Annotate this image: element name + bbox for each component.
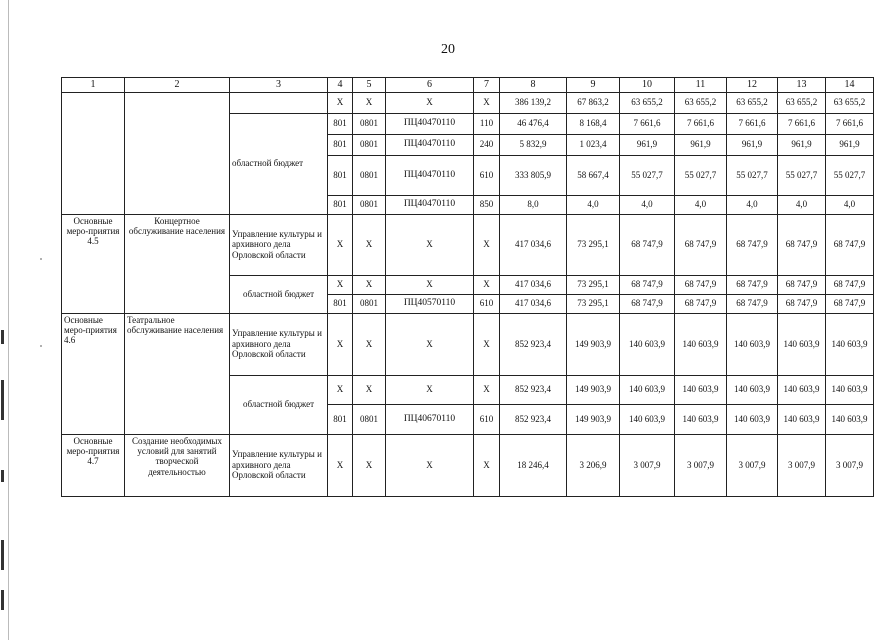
- table-cell: 140 603,9: [675, 404, 727, 434]
- table-cell: ПЦ40470110: [386, 155, 474, 195]
- table-cell: 149 903,9: [567, 404, 620, 434]
- table-cell: X: [386, 375, 474, 404]
- table-cell: 63 655,2: [727, 92, 778, 113]
- table-cell: 140 603,9: [826, 375, 874, 404]
- table-cell: 67 863,2: [567, 92, 620, 113]
- column-header: 8: [500, 78, 567, 93]
- table-cell: 140 603,9: [826, 404, 874, 434]
- table-cell: 0801: [353, 195, 386, 214]
- table-cell: 610: [474, 294, 500, 313]
- table-cell: 63 655,2: [620, 92, 675, 113]
- table-cell: X: [474, 434, 500, 496]
- table-cell: 852 923,4: [500, 375, 567, 404]
- table-cell: X: [353, 313, 386, 375]
- column-header: 14: [826, 78, 874, 93]
- table-cell: 110: [474, 113, 500, 134]
- page-number: 20: [441, 42, 455, 57]
- table-cell: X: [328, 375, 353, 404]
- table-cell: 140 603,9: [778, 375, 826, 404]
- table-cell: 3 007,9: [675, 434, 727, 496]
- table-cell: 68 747,9: [620, 294, 675, 313]
- column-header: 9: [567, 78, 620, 93]
- table-cell: 852 923,4: [500, 313, 567, 375]
- column-header: 1: [62, 78, 125, 93]
- table-cell: 7 661,6: [778, 113, 826, 134]
- table-cell: Управление культуры и архивного дела Орловской области: [230, 434, 328, 496]
- table-cell: 4,0: [567, 195, 620, 214]
- table-cell: 140 603,9: [778, 404, 826, 434]
- table-cell: 7 661,6: [826, 113, 874, 134]
- table-cell: 68 747,9: [727, 294, 778, 313]
- table-cell: 55 027,7: [826, 155, 874, 195]
- table-cell: 417 034,6: [500, 275, 567, 294]
- table-cell: ПЦ40570110: [386, 294, 474, 313]
- table-cell: 140 603,9: [727, 404, 778, 434]
- table-cell: X: [386, 214, 474, 275]
- table-cell: X: [353, 375, 386, 404]
- table-cell: 140 603,9: [675, 313, 727, 375]
- table-cell: 73 295,1: [567, 294, 620, 313]
- table-cell: X: [328, 214, 353, 275]
- column-header: 11: [675, 78, 727, 93]
- table-cell: 801: [328, 195, 353, 214]
- table-cell: 4,0: [826, 195, 874, 214]
- table-cell: 801: [328, 134, 353, 155]
- table-row: [62, 214, 874, 275]
- table-cell: 3 206,9: [567, 434, 620, 496]
- table-cell: 140 603,9: [620, 313, 675, 375]
- table-cell: 18 246,4: [500, 434, 567, 496]
- scan-margin-mark: [1, 590, 4, 610]
- table-cell: 68 747,9: [620, 214, 675, 275]
- table-cell: Театральное обслуживание населения: [125, 313, 230, 434]
- scan-dust-dot: [40, 345, 42, 347]
- table-cell: X: [328, 275, 353, 294]
- column-header: 10: [620, 78, 675, 93]
- table-cell: 852 923,4: [500, 404, 567, 434]
- table-cell: X: [386, 92, 474, 113]
- table-cell: [230, 92, 328, 113]
- table-cell: 140 603,9: [675, 375, 727, 404]
- table-cell: 55 027,7: [620, 155, 675, 195]
- budget-table: [61, 77, 874, 497]
- table-cell: 7 661,6: [620, 113, 675, 134]
- table-cell: 961,9: [826, 134, 874, 155]
- table-cell: X: [474, 313, 500, 375]
- table-cell: 0801: [353, 134, 386, 155]
- table-cell: X: [328, 92, 353, 113]
- table-cell: 417 034,6: [500, 214, 567, 275]
- table-cell: 417 034,6: [500, 294, 567, 313]
- table-cell: X: [353, 434, 386, 496]
- table-cell: Концертное обслуживание населения: [125, 214, 230, 313]
- table-cell: 140 603,9: [620, 404, 675, 434]
- table-cell: 63 655,2: [826, 92, 874, 113]
- table-cell: ПЦ40470110: [386, 134, 474, 155]
- table-cell: 801: [328, 113, 353, 134]
- table-cell: ПЦ40470110: [386, 195, 474, 214]
- table-cell: 68 747,9: [826, 214, 874, 275]
- table-cell: ПЦ40670110: [386, 404, 474, 434]
- table-cell: 4,0: [675, 195, 727, 214]
- scan-margin-mark: [1, 380, 4, 420]
- table-cell: 3 007,9: [778, 434, 826, 496]
- table-cell: 68 747,9: [778, 294, 826, 313]
- table-cell: 333 805,9: [500, 155, 567, 195]
- table-cell: 4,0: [727, 195, 778, 214]
- table-cell: 140 603,9: [620, 375, 675, 404]
- table-cell: Основные меро-приятия 4.6: [62, 313, 125, 434]
- table-cell: 8 168,4: [567, 113, 620, 134]
- table-cell: 55 027,7: [778, 155, 826, 195]
- table-cell: 801: [328, 294, 353, 313]
- table-cell: ПЦ40470110: [386, 113, 474, 134]
- table-cell: X: [474, 92, 500, 113]
- table-cell: X: [474, 275, 500, 294]
- table-cell: X: [474, 214, 500, 275]
- table-cell: X: [386, 434, 474, 496]
- table-cell: 3 007,9: [826, 434, 874, 496]
- table-cell: 68 747,9: [778, 275, 826, 294]
- table-cell: 68 747,9: [727, 275, 778, 294]
- table-cell: X: [353, 92, 386, 113]
- table-cell: 610: [474, 155, 500, 195]
- table-cell: 801: [328, 155, 353, 195]
- column-header: 2: [125, 78, 230, 93]
- table-cell: Управление культуры и архивного дела Орловской области: [230, 313, 328, 375]
- table-cell: 3 007,9: [727, 434, 778, 496]
- table-cell: 4,0: [620, 195, 675, 214]
- table-cell: 140 603,9: [778, 313, 826, 375]
- table-cell: 5 832,9: [500, 134, 567, 155]
- table-cell: 68 747,9: [620, 275, 675, 294]
- table-cell: 68 747,9: [675, 294, 727, 313]
- scan-margin-mark: [1, 540, 4, 570]
- table-cell: 801: [328, 404, 353, 434]
- table-cell: X: [386, 275, 474, 294]
- table-cell: 610: [474, 404, 500, 434]
- table-cell: 1 023,4: [567, 134, 620, 155]
- table-cell: 0801: [353, 404, 386, 434]
- table-cell: 58 667,4: [567, 155, 620, 195]
- table-cell: 0801: [353, 155, 386, 195]
- table-cell: 68 747,9: [778, 214, 826, 275]
- table-cell: X: [386, 313, 474, 375]
- scan-margin-mark: [1, 470, 4, 482]
- table-cell: 63 655,2: [778, 92, 826, 113]
- column-header: 7: [474, 78, 500, 93]
- table-cell: 63 655,2: [675, 92, 727, 113]
- table-cell: 850: [474, 195, 500, 214]
- table-cell: 68 747,9: [727, 214, 778, 275]
- table-cell: 140 603,9: [727, 313, 778, 375]
- table-cell: 140 603,9: [826, 313, 874, 375]
- table-body: [62, 92, 874, 496]
- table-cell: 68 747,9: [675, 275, 727, 294]
- table-cell: 73 295,1: [567, 214, 620, 275]
- table-cell: 7 661,6: [675, 113, 727, 134]
- table-cell: 961,9: [675, 134, 727, 155]
- table-cell: 149 903,9: [567, 313, 620, 375]
- table-cell: Создание необходимых условий для занятий творческой деятельностью: [125, 434, 230, 496]
- table-cell: Управление культуры и архивного дела Орловской области: [230, 214, 328, 275]
- column-header: 5: [353, 78, 386, 93]
- scan-margin-mark: [1, 330, 4, 344]
- table-row: [62, 92, 874, 113]
- table-cell: 0801: [353, 113, 386, 134]
- table-cell: X: [353, 214, 386, 275]
- table-cell: 140 603,9: [727, 375, 778, 404]
- table-header-row: [62, 78, 874, 93]
- table-cell: X: [328, 434, 353, 496]
- table-cell: 68 747,9: [675, 214, 727, 275]
- table-cell: Основные меро-приятия 4.7: [62, 434, 125, 496]
- table-cell: 4,0: [778, 195, 826, 214]
- table-cell: 386 139,2: [500, 92, 567, 113]
- page-left-edge: [8, 0, 9, 640]
- table-cell: 68 747,9: [826, 294, 874, 313]
- table-cell: областной бюджет: [230, 375, 328, 434]
- table-cell: 961,9: [620, 134, 675, 155]
- table-cell: областной бюджет: [230, 113, 328, 214]
- column-header: 3: [230, 78, 328, 93]
- table-cell: Основные меро-приятия 4.5: [62, 214, 125, 313]
- table-cell: 961,9: [778, 134, 826, 155]
- table-cell: 68 747,9: [826, 275, 874, 294]
- table-cell: 46 476,4: [500, 113, 567, 134]
- table-cell: 0801: [353, 294, 386, 313]
- table-cell: 149 903,9: [567, 375, 620, 404]
- table-cell: 3 007,9: [620, 434, 675, 496]
- table-row: [62, 313, 874, 375]
- table-cell: [62, 92, 125, 214]
- table-cell: 55 027,7: [675, 155, 727, 195]
- table-cell: 7 661,6: [727, 113, 778, 134]
- table-cell: X: [328, 313, 353, 375]
- table-cell: [125, 92, 230, 214]
- table-cell: X: [474, 375, 500, 404]
- table-cell: 961,9: [727, 134, 778, 155]
- column-header: 12: [727, 78, 778, 93]
- table-cell: X: [353, 275, 386, 294]
- column-header: 6: [386, 78, 474, 93]
- column-header: 4: [328, 78, 353, 93]
- table-cell: 8,0: [500, 195, 567, 214]
- column-header: 13: [778, 78, 826, 93]
- table-cell: 240: [474, 134, 500, 155]
- table-cell: областной бюджет: [230, 275, 328, 313]
- table-row: [62, 434, 874, 496]
- table-cell: 55 027,7: [727, 155, 778, 195]
- table-cell: 73 295,1: [567, 275, 620, 294]
- scan-dust-dot: [40, 258, 42, 260]
